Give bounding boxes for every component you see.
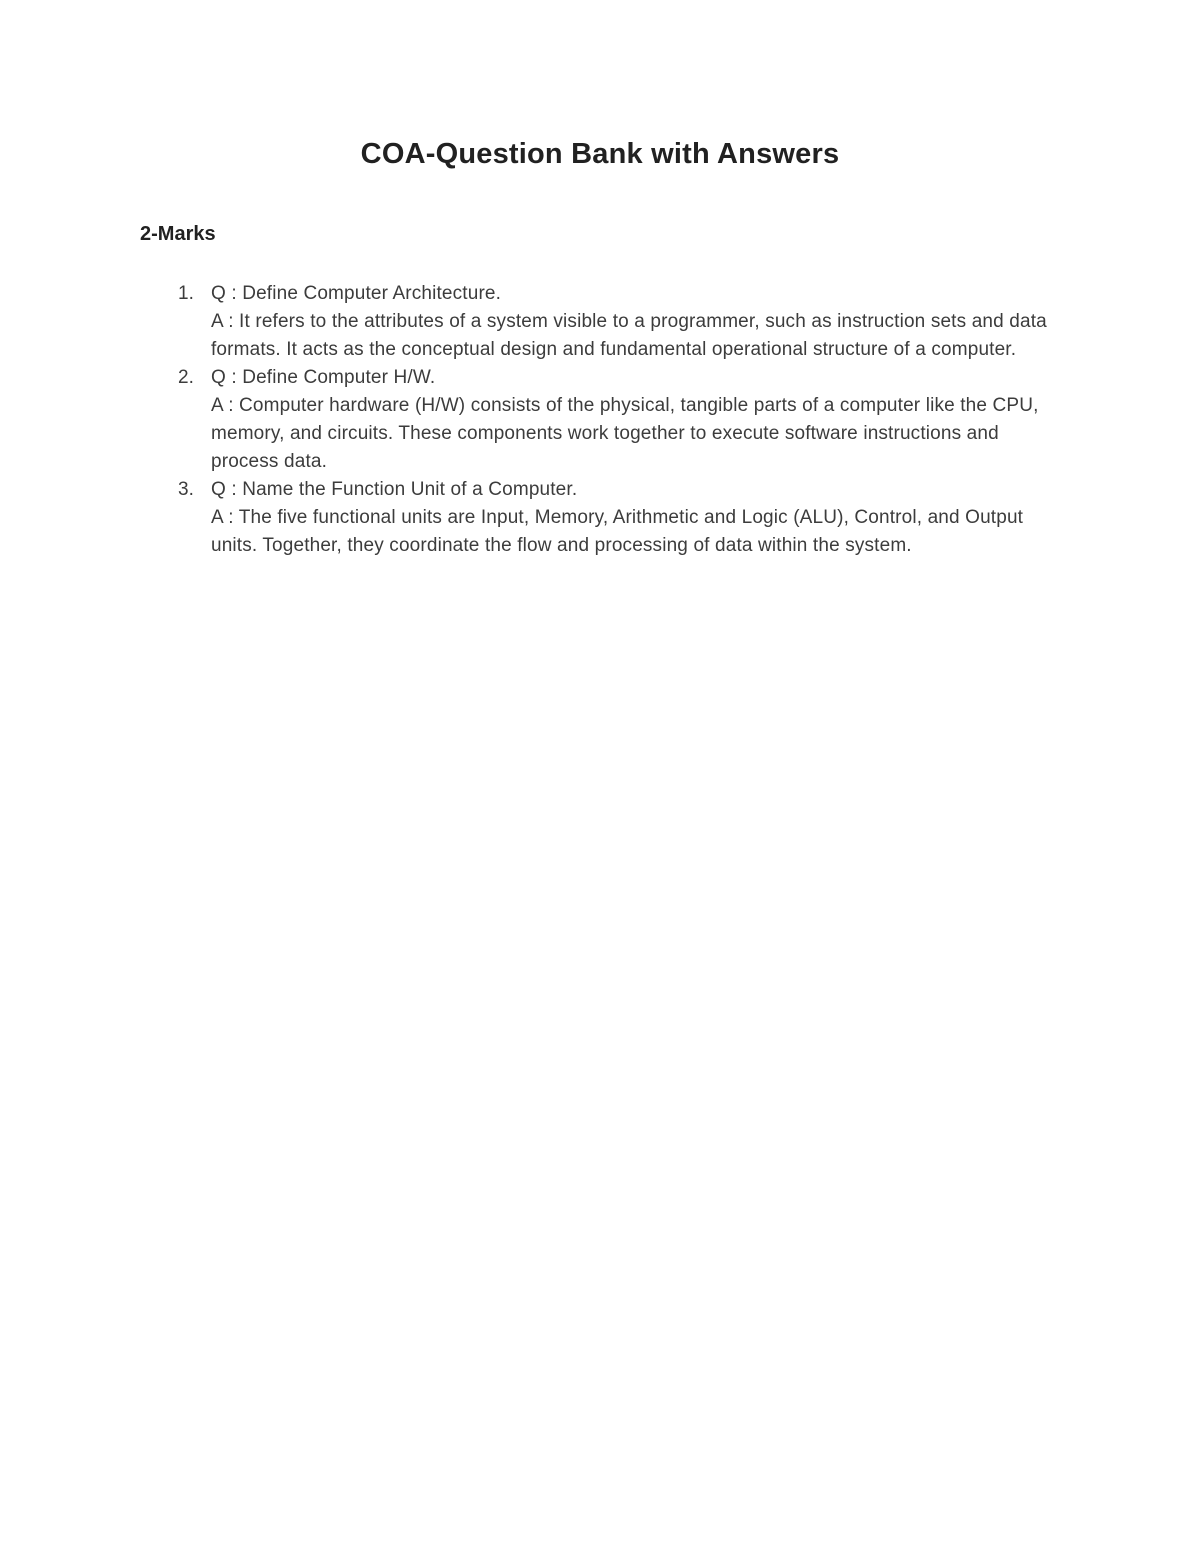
item-number: 2. xyxy=(178,367,194,388)
list-item xyxy=(178,364,1060,476)
item-number: 1. xyxy=(178,283,194,304)
item-body xyxy=(211,364,1060,476)
item-answer: A : The five functional units are Input, Memory, Arithmetic and Logic (ALU), Control, and Output units. Together, they coordinate the flow and processing of data within the system. xyxy=(211,507,1024,556)
item-question: Q : Define Computer Architecture. xyxy=(211,283,502,304)
list-item xyxy=(178,476,1060,560)
item-question: Q : Define Computer H/W. xyxy=(211,367,436,388)
item-question: Q : Name the Function Unit of a Computer. xyxy=(211,479,578,500)
item-answer: A : It refers to the attributes of a system visible to a programmer, such as instruction sets and data formats. It acts as the conceptual design and fundamental operational structure of a computer. xyxy=(211,311,1047,360)
list-item xyxy=(178,280,1060,364)
question-list xyxy=(178,280,1060,560)
section-heading: 2-Marks xyxy=(140,223,216,245)
item-answer: A : Computer hardware (H/W) consists of the physical, tangible parts of a computer like the CPU, memory, and circuits. These components work together to execute software instructions and process data. xyxy=(211,395,1039,472)
page-title: COA-Question Bank with Answers xyxy=(360,138,840,170)
item-body xyxy=(211,280,1060,364)
item-number: 3. xyxy=(178,479,194,500)
item-body xyxy=(211,476,1060,560)
